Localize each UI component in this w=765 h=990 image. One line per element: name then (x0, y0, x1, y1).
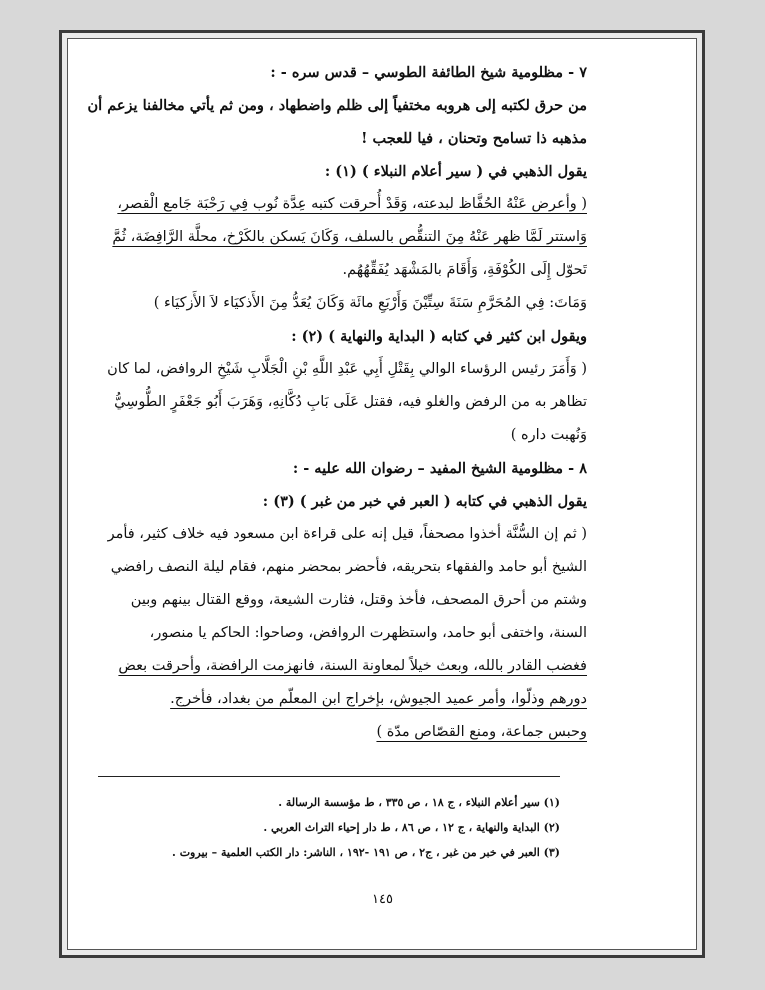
citation-intro: يقول الذهبي في ( سير أعلام النبلاء ) (١) : (324, 163, 587, 180)
quote-line: تظاهر به من الرفض والغلو فيه، فقتل عَلَى بَابِ دُكَّانِهِ، وَهَرَبَ أَبُو جَعْفَرٍ الطُّوسِيُّ (114, 394, 587, 410)
footnote-2: (٢) البداية والنهاية ، ج ١٢ ، ص ٨٦ ، ط دار إحياء التراث العربي . (263, 821, 560, 834)
footnotes (148, 790, 560, 865)
body-line: مذهبه ذا تسامح وتحنان ، فيا للعجب ! (361, 130, 587, 147)
section-heading-7: ٧ - مظلومية شيخ الطائفة الطوسي – قدس سره - : (270, 64, 587, 81)
quote-line: وحبس جماعة، ومنع القصّاص مدّة ) (376, 724, 587, 740)
quote-line: تَحوّل إِلَى الكُوْفَةِ، وَأَقَامَ بالمَشْهَد يُفَقِّهُهُم. (342, 262, 587, 278)
main-text (40, 56, 587, 749)
footnote-separator (98, 776, 560, 777)
quote-line: فغضب القادر بالله، وبعث خيلاً لمعاونة السنة، فانهزمت الرافضة، وأحرقت بعض (118, 658, 587, 674)
citation-intro: يقول الذهبي في كتابه ( العبر في خبر من غبر ) (٣) : (262, 493, 587, 510)
page-number: ١٤٥ (372, 892, 393, 907)
quote-line: وشتم من أحرق المصحف، فأخذ وقتل، فثارت الشيعة، ووقع القتال بينهم وبين (130, 592, 587, 608)
quote-line: الشيخ أبو حامد والفقهاء بتحريقه، فأحضر بمحضر منهم، فقام ليلة النصف رافضي (110, 559, 587, 575)
quote-line: ( وَأَمَرَ رئيس الرؤساء الوالي بِقَتْلِ أَبِي عَبْدِ اللَّهِ بْنِ الْجَلَّابِ شَيْخِ الروافض، لما كان (107, 361, 587, 377)
quote-line: دورهم وذلّوا، وأمر عميد الجيوش، بإخراج ابن المعلّم من بغداد، فأخرج. (170, 691, 587, 707)
quote-line: ( وأعرض عَنْهُ الحُفَّاظ لبدعته، وَقَدْ أُحرقت كتبه عِدَّة نُوب فِي رَحْبَة جَامع الْقصر، (117, 196, 587, 212)
quote-line: ( ثم إن السُّنَّة أخذوا مصحفاً، قيل إنه على قراءة ابن مسعود فيه خلاف كثير، فأمر (107, 526, 587, 542)
footnote-3: (٣) العبر في خبر من غبر ، ج٢ ، ص ١٩١ -١٩٢ ، الناشر: دار الكتب العلمية – بيروت . (172, 846, 560, 859)
body-line: من حرق لكتبه إلى هروبه مختفياً إلى ظلم واضطهاد ، ومن ثم يأتي مخالفنا يزعم أن (87, 97, 587, 114)
quote-line: وَمَاتَ: فِي المُحَرَّمِ سَنَةَ سِتِّيْنَ وَأَرْبَعِ مائَة وَكَانَ يُعَدُّ مِنَ الأَذكيَاء لاَ الأَزكيَاء ) (153, 295, 587, 311)
quote-line: وَاستتر لَمَّا ظهر عَنْهُ مِنَ التنقُّص بالسلف، وَكَانَ يَسكن بالكَرْخ، محلَّة الرَّافِضَة، ثُمَّ (112, 229, 587, 245)
quote-line: وَنُهبت داره ) (510, 427, 587, 443)
citation-intro: ويقول ابن كثير في كتابه ( البداية والنهاية ) (٢) : (291, 328, 587, 345)
quote-line: السنة، واختفى أبو حامد، واستظهرت الروافض، وصاحوا: الحاكم يا منصور، (149, 625, 587, 641)
footnote-1: (١) سير أعلام النبلاء ، ج ١٨ ، ص ٣٣٥ ، ط مؤسسة الرسالة . (278, 796, 560, 809)
section-heading-8: ٨ - مظلومية الشيخ المفيد – رضوان الله عليه - : (292, 460, 587, 477)
